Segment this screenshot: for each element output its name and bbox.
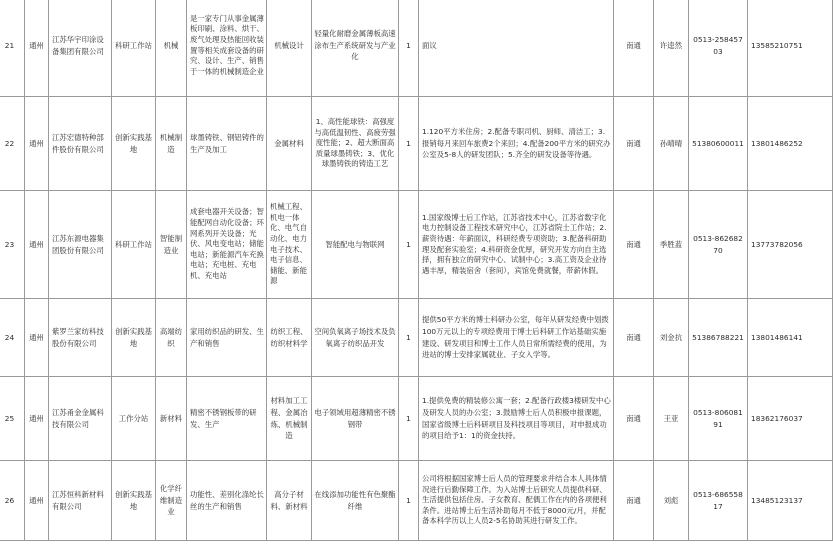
contact-cell: 许逵然 (654, 0, 689, 97)
research-direction-cell: 在线添加功能性有色聚酯纤维 (312, 461, 399, 541)
headcount-cell: 1 (399, 0, 419, 97)
city-cell: 通州 (25, 299, 49, 377)
mobile-cell: 13801486252 (748, 97, 833, 191)
station-type-cell: 创新实践基地 (112, 299, 156, 377)
table-row (0, 0, 833, 97)
conditions-cell: 面议 (419, 0, 614, 97)
city-cell: 通州 (25, 0, 49, 97)
contact-cell: 王亚 (654, 377, 689, 461)
region-cell: 南通 (614, 97, 654, 191)
conditions-cell: 1.120平方米住房；2.配备专职司机、厨师、清洁工；3.报销每月来回车旅费2个来回；4.配备200平方米的研究办公室及5-8人的研发团队；5.齐全的研发设备等待遇。 (419, 97, 614, 191)
phone-cell: 51380600011 (689, 97, 748, 191)
phone-cell: 51386788221 (689, 299, 748, 377)
mobile-cell: 13485123137 (748, 461, 833, 541)
company-cell: 江苏东源电器集团股份有限公司 (49, 191, 112, 299)
field-cell: 高端纺织 (156, 299, 187, 377)
headcount-cell: 1 (399, 377, 419, 461)
research-direction-cell: 1、高性能球铁：高强度与高低温韧性、高疲劳强度性能；2、超大断面高质量球墨铸铁；3、优化球墨铸铁的铸造工艺 (312, 97, 399, 191)
row-number: 25 (0, 377, 25, 461)
contact-cell: 刘彪 (654, 461, 689, 541)
company-profile-cell: 精密不锈钢板带的研发、生产 (187, 377, 267, 461)
station-type-cell: 科研工作站 (112, 0, 156, 97)
field-cell: 化学纤维制造业 (156, 461, 187, 541)
region-cell: 南通 (614, 377, 654, 461)
headcount-cell: 1 (399, 191, 419, 299)
table-row (0, 299, 833, 377)
conditions-cell: 1.提供免费的精装修公寓一套；2.配备行政楼3楼研发中心及研发人员的办公室；3.鼓励博士后人员积极申报课题，国家省级博士后科研项目及科技项目等项目，对申报成功的项目给予1：1的资金扶持。 (419, 377, 614, 461)
city-cell: 通州 (25, 461, 49, 541)
mobile-cell: 13773782056 (748, 191, 833, 299)
city-cell: 通州 (25, 191, 49, 299)
field-cell: 机械制造 (156, 97, 187, 191)
table-row (0, 461, 833, 541)
company-cell: 紫罗兰家纺科技股份有限公司 (49, 299, 112, 377)
conditions-cell: 提供50平方米的博士科研办公室，每年从研发经费中划拨100万元以上的专项经费用于博士后科研工作站基础实施建设、研发项目和博士工作人员日常所需经费的使用，为进站的博士安排家属就业、子女入学等。 (419, 299, 614, 377)
headcount-cell: 1 (399, 299, 419, 377)
field-cell: 机械 (156, 0, 187, 97)
mobile-cell: 18362176037 (748, 377, 833, 461)
region-cell: 南通 (614, 191, 654, 299)
field-cell: 新材料 (156, 377, 187, 461)
phone-cell: 0513-25845703 (689, 0, 748, 97)
discipline-cell: 纺织工程、纺织材料学 (267, 299, 312, 377)
company-profile-cell: 球墨铸铁、钢铝铸件的生产及加工 (187, 97, 267, 191)
table-row (0, 191, 833, 299)
mobile-cell: 13585210751 (748, 0, 833, 97)
discipline-cell: 金属材料 (267, 97, 312, 191)
row-number: 26 (0, 461, 25, 541)
table-row (0, 97, 833, 191)
station-type-cell: 工作分站 (112, 377, 156, 461)
table-row (0, 377, 833, 461)
station-type-cell: 科研工作站 (112, 191, 156, 299)
company-profile-cell: 功能性、差别化涤纶长丝的生产和销售 (187, 461, 267, 541)
company-cell: 江苏华宇印涂设备集团有限公司 (49, 0, 112, 97)
research-direction-cell: 空间负氧离子场技术及负氧离子纺织品开发 (312, 299, 399, 377)
region-cell: 南通 (614, 461, 654, 541)
discipline-cell: 机械设计 (267, 0, 312, 97)
company-cell: 江苏甬金金属科技有限公司 (49, 377, 112, 461)
phone-cell: 0513-86268270 (689, 191, 748, 299)
station-type-cell: 创新实践基地 (112, 97, 156, 191)
region-cell: 南通 (614, 0, 654, 97)
research-direction-cell: 电子领域用超薄精密不锈钢带 (312, 377, 399, 461)
city-cell: 通州 (25, 97, 49, 191)
company-profile-cell: 是一家专门从事金属薄板印刷、涂料、烘干、废气处理及热能回收装置等相关成套设备的研究、设计、生产、销售于一体的机械制造企业 (187, 0, 267, 97)
research-direction-cell: 轻量化耐磨金属薄板高速涂布生产系统研发与产业化 (312, 0, 399, 97)
headcount-cell: 1 (399, 461, 419, 541)
mobile-cell: 13801486141 (748, 299, 833, 377)
row-number: 22 (0, 97, 25, 191)
company-cell: 江苏恒科新材料有限公司 (49, 461, 112, 541)
phone-cell: 0513-68655817 (689, 461, 748, 541)
conditions-cell: 1.国家级博士后工作站，江苏省技术中心，江苏省数字化电力控制设备工程技术研究中心，江苏省院士工作站；2.薪资待遇：年薪面议，科研经费专项资助；3.配备科研助理及配套实验室；4.科研资金优厚，研究开发方向自主选择，拥有独立的研究中心、试制中心；3.高工资及企业待遇丰厚，精装宿舍（套间），宾馆免费就餐，带薪休假。 (419, 191, 614, 299)
row-number: 23 (0, 191, 25, 299)
contact-cell: 孙晴晴 (654, 97, 689, 191)
company-profile-cell: 成套电器开关设备；智能配网自动化设备；环网系列开关设备；光伏、风电变电站；储能电站；新能源汽车充换电站；充电桩、充电机、充电站 (187, 191, 267, 299)
company-profile-cell: 家用纺织品的研发、生产和销售 (187, 299, 267, 377)
contact-cell: 刘金抗 (654, 299, 689, 377)
research-direction-cell: 智能配电与物联网 (312, 191, 399, 299)
station-type-cell: 创新实践基地 (112, 461, 156, 541)
phone-cell: 0513-80608191 (689, 377, 748, 461)
discipline-cell: 机械工程、机电一体化、电气自动化、电力电子技术、电子信息、储能、新能源 (267, 191, 312, 299)
row-number: 21 (0, 0, 25, 97)
city-cell: 通州 (25, 377, 49, 461)
row-number: 24 (0, 299, 25, 377)
headcount-cell: 1 (399, 97, 419, 191)
discipline-cell: 材料加工工程、金属冶炼、机械制造 (267, 377, 312, 461)
company-cell: 江苏宏德特种部件股份有限公司 (49, 97, 112, 191)
conditions-cell: 公司将根据国家博士后人员的管理要求并结合本人具体情况进行后勤保障工作。为入站博士后研究人员提供科研、生活提供包括住房、子女教育、配偶工作在内的各项便利条件。进站博士后生活补助每月不低于8000元/月，并配备本科学历以上人员2-5名协助其进行研发工作。 (419, 461, 614, 541)
region-cell: 南通 (614, 299, 654, 377)
contact-cell: 季胜蓝 (654, 191, 689, 299)
discipline-cell: 高分子材料、新材料 (267, 461, 312, 541)
field-cell: 智能制造业 (156, 191, 187, 299)
